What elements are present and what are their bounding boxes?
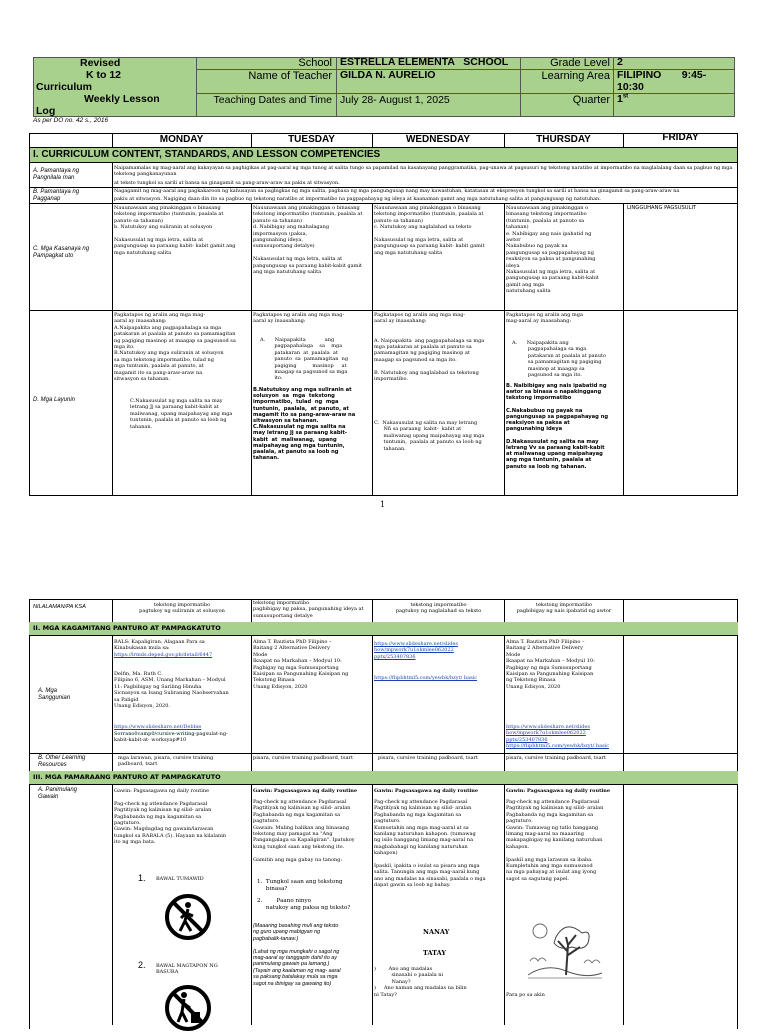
grade-value: 2 (617, 56, 623, 68)
page-number: 1 (380, 500, 386, 509)
quarter-number: 1 (617, 93, 623, 105)
label-other-resources: B. Other Learning Resources (38, 755, 86, 768)
gawain-wed-1: Pag-check ng attendance Pagdarasal Pagtitiyak ng kalinisan ng silid- aralan Pagbabanda ng mga kagamitan sa pagtuturo. Kumustahin ang mga mag-aaral at sa kanilang naturuhan kahapon. (tumawag ng isilo hanggang limang mag-aaral na magbabahagi ng kanilang naturuhan kahapon) Ipaskil, ipakita o isulat sa pisara ang mga salita. Tanungin ang mga mag-aaral kung ano ang madalas na sinasabi, paalala o mga dapat gawin sa loob ng bahay. (374, 799, 486, 889)
pangnilalaman-text-2: at teksto tungkol sa sarili at bansa na ginagamit sa pang-araw-araw na pakiu at sitwasyon. (114, 180, 340, 186)
label-panimulang-gawain: A. Panimulang Gawain (38, 787, 78, 800)
layunin-wed-1: Pagkatapos ng aralin ang mga mag- aaral ay inaasahang: A. Naipapakita ang pagpapahalaga sa mga mga patakaran at paalala at panuto sa pamamagitan ng pagiging masinop at maagap sa pagsunod sa mga ito. B. Natutukoy ang naglalahad sa tekstong impormatibo. (374, 312, 485, 383)
layunin-wed-2: C. Nakasusulat ng salita na may letrang Ññ sa paraang kabit- kabit at maliwanag upang maipahayag ang mga tuntunin, paalala at panuto sa loob ng tahanan. (374, 420, 485, 452)
gawain-thu-1: Pag-check ng attendance Pagdarasal Pagtitiyak ng kalinisan ng silid- aralan Pagbabanda ng mga kagamitan sa pagtuturo. Gawin: Tumawag ng tatlo hanggang limang mag-aaral na maaaring makapagbigay ng kanilang naturuhan kahapon. Ipaskil ang mga larawan sa ibaba. Kumpletuhin ang mga sumusunod na mga pahayag at isulat ang iyong sagot sa sagutang papel. (506, 799, 604, 882)
layunin-tue-2: A. Naipapakita ang pagpapahalaga sa mga patakaran at paalala at panuto sa pamamagitan ng pagiging masinop at maagap sa pagsunod sa mga ito. (260, 337, 349, 382)
dates-value: July 28- August 1, 2025 (340, 94, 450, 106)
sanggunian-mon-3: Sorrano0camp0/cursive-writing-pagsulat-ng- kabit-kabit-at- worksyap#10 (114, 731, 228, 744)
other-wed: pisara, cursive training padboard, tsart (378, 755, 478, 761)
title-line: Revised (80, 57, 121, 69)
sign-1-text: BAWAL TUMAWID (156, 876, 204, 882)
layunin-mon-2: C.Nakasusulat ng mga salita na may letrang Jj sa paraang kabit-kabit at maliwanag, upang maipahayag ang mga tuntunin, paalala at panuto sa loob ng tahanan. (130, 398, 233, 430)
teacher-label: Name of Teacher (248, 70, 332, 82)
gawain-tue-1: Pag-check ng attendance Pagdarasal Pagtitiyak ng kalinisan ng silid- aralan Pagbabanda ng mga kagamitan sa pagtuturo. Gawain: Muling balikan ang binasang tekstong may pamagat na "Ang Pangangalaga sa Kapaligiran". Ipatukoy kung tungkol saan ang tekstong ito. Gamitin ang mga gabay na tanong: (253, 799, 355, 863)
day-thursday: THURSDAY (536, 134, 591, 145)
gawain-thu-caption: Para po sa akin (506, 992, 545, 998)
gawain-tue-2: (Maaaring basahing muli ang teksto ng guro upang mabigyan ng pagbabalik-tanaw.) (Lahat ng mga mungkahi o sagot ng mag-aaral ay tanggapin dahil ito ay panimulang gawain pa lamang.) (Tayain ang kaalaman ng mag- aaral sa paksang batalakay mula sa mga sagot na ibinigay sa gawaing ito) (253, 923, 341, 987)
nilalaman-wed: tekstong impormatibo pagtukoy ng naglalahad sa teksto (395, 602, 482, 615)
deped-order: As per DO no. 42 s., 2016 (33, 117, 109, 124)
day-monday: MONDAY (159, 134, 204, 145)
other-mon: mga larawan, pisara, cursive training padboard, tsart (118, 755, 214, 768)
label-layunin: D. Mga Layunin (33, 397, 76, 403)
gawain-thu-head: Gawin: Pagsasagawa ng daily routine (506, 788, 611, 794)
label-pagganap: B. Pamantaya ng Pagganap (33, 189, 80, 202)
other-tue: pisara, cursive training padboard, tsart (253, 755, 353, 761)
school-label: School (298, 57, 332, 69)
nilalaman-thu: tekstong impormatibo pagbibigay ng nais ipabatid ng awtor (516, 602, 612, 615)
sign-2-text: BAWAL MAGTAPON NG BASURA (156, 963, 218, 976)
pagganap-text-2: pakiu at sitwasyon. Nagiging daan din ito sa pagbuo ng tekstong naratibo at impormatibo na pagpapahayag ng ideya at kaanaman gamit ang mga natutuhang salita at pangungusap ng natutuhan. (114, 196, 601, 202)
sanggunian-mon-link-2[interactable]: https://www.slideshare.net/Debbie (114, 724, 202, 730)
gawain-wed-head: Gawin: Pagsasagawa ng daily routine (374, 788, 479, 794)
label-pangnilalaman: A. Pamantaya ng Pangnilala man (33, 168, 80, 181)
gawain-tue-q1: 1. Tungkol saan ang tekstong binasa? (257, 879, 343, 892)
title-line: Weekly Lesson (84, 93, 160, 105)
other-thu: pisara, cursive training padboard, tsart (506, 755, 606, 761)
title-line: Log (36, 105, 56, 117)
section3-title: III. MGA PAMARAANG PANTURO AT PAMPAGKATUTO (33, 773, 221, 781)
label-kasanayan: C. Mga Kasanaya ng Pampagkat uto (33, 246, 90, 259)
sign-1-number: 1. (138, 873, 146, 883)
title-line: K to 12 (86, 69, 122, 81)
sanggunian-thu-link[interactable]: https://www.slideshare.net/slides how/mpwork7u1okmlee062022 pptx/253407836 https://flipbhtml5.com/yewbk/bzyt/ basic (506, 724, 610, 750)
school-value: ESTRELLA ELEMENTA SCHOOL (340, 56, 509, 68)
word-tatay: TATAY (423, 949, 447, 957)
day-friday: FRIDAY (662, 132, 699, 143)
sanggunian-thu: Alma T. Bautista PhD Filipino – Baitang 2 Alternative Delivery Mode Ikaapat na Markahan – Modyul 10: Pagbigay ng mga Sumusuportang Kaisipan sa Pangunahing Kaisipan ng Tekstong Binasa Unang Edisyon, 2020 (506, 639, 595, 690)
section1-title: I. CURRICULUM CONTENT, STANDARDS, AND LESSON COMPETENCIES (33, 149, 381, 160)
grade-label: Grade Level (550, 57, 610, 69)
gawain-mon-1: Gawin: Pagsasagawa ng daily routine Pag-check ng attendance Pagdarasal Pagtitiyak ng kalinisan ng silid- aralan Pagbabanda ng mga kagamitan sa pagtuturo. Gawin: Magdagdag ng gawain/larawan tungkol sa RABALA (5). Hayaan na kilalanin ito ng mga bata. (114, 788, 227, 846)
layunin-thu-1: Pagkatapos ng aralin ang mga mag-aaral ay inaasahang: (506, 312, 583, 325)
no-crossing-sign-icon (164, 893, 212, 941)
nilalaman-mon: tekstong impormatibo pagtukoy ng suliranin at solusyon (139, 602, 225, 615)
kasanayan-mon: Nauunawaan ang pinakinggan o binasang tekstong impormatibo (tuntunin, paalala at panuto sa tahanan) b. Natutukoy ang suliranin at solusyon Nakasusulat ng mga letra, salita at pangungusap sa paraang kabit- kabit gamit ang mga natutuhang salita (114, 205, 236, 256)
sanggunian-mon-2: Delfin, Ma. Ruth C. Filipino 6, ASM, Unang Markahan – Modyul 11: Pagbibigay ng Sariling Hinuha Sicnasyon sa Isang Suliraning Naobservahan sa Paligid Unang Edisyon, 2020. (114, 671, 229, 710)
layunin-thu-3: B. Naibibigay ang nais ipabatid ng awtor sa binasa o napakinggang tekstong impormatibo C.Nakabubuo ng payak na pangungusap sa pagpapahayag ng reaksiyon sa paksa at pangunahing ideya D.Nakasusulat ng salita na may letrang Vv sa paraang kabit-kabit at maliwanag upang maipahayag ang mga tuntunin, paalala at panuto sa loob ng tahanan. (506, 383, 609, 470)
kasanayan-thu: Nauunawaan ang pinakinggan o binasang tekstong impormatibo (tuntunin, paalala at panuto sa tahanan) e. Nabibigay ang nais ipahatid ng awtor Nakabubuo ng payak na pangungusap sa pagpapahayag ng reaksiyon sa paksa at pangunahing ideya Nakasusulat ng mga letra, salita at pangungusap sa paraang kabit-kabit gamit ang mga natutuhang salita (506, 205, 599, 295)
nature-scene-illustration-icon (526, 915, 604, 981)
pangnilalaman-text: Naipamamalas ng mag-aaral ang kakayayan sa paghigikas at pag-aaral ng mga tunog at salita tungo sa papamilad na kasanayang panggramatika, pag-unawa at pagsusuri ng tekstong naratibo at impormatibo na maglalalang daan sa pagbuo ng mga tekstong pangkanayunan (114, 165, 734, 178)
area-label: Learning Area (541, 70, 610, 82)
gawain-tue-head: Gawin: Pagsasagawa ng daily routine (253, 788, 358, 794)
label-nilalaman: NILALAMAN/PA KSA (33, 604, 86, 610)
kasanayan-fri: LINGGUHANG PAGSUSULIT (627, 205, 697, 211)
gawain-tue-q2: 2. Paano ninyo natukoy ang paksa ng teksto? (257, 898, 351, 911)
pagganap-text: Nagagamit ng mag-aaral ang pagkakaroon ng kahusayan sa pagbigkas ng mga salita, pagbasa ng mga pangungusap nang may kawastuhan, katatasan at ekspresyon tungkol sa sarili at bansa na ginagamit sa pang-araw-araw na (114, 188, 680, 194)
day-tuesday: TUESDAY (288, 134, 335, 145)
gawain-wed-2: ) Ano ang madalas sinasabi o paalala ni Nanay? ) Ano naman ang madalas na bilin ni Tatay? (374, 966, 467, 998)
dates-label: Teaching Dates and Time (213, 94, 332, 106)
layunin-thu-2: A. Naipapakita ang pagpapahalaga sa mga patakaran at paalala at panuto sa pamamagitan ng pagiging masinop at maagap sa pagsunod sa mga ito. (512, 340, 606, 379)
quarter-label: Quarter (572, 94, 610, 106)
section2-title: II. MGA KAGAMITANG PANTURO AT PAMPAGKATUTO (33, 624, 221, 632)
word-nanay: NANAY (423, 928, 450, 936)
quarter-suffix: st (622, 93, 629, 100)
sanggunian-wed-link-1[interactable]: https://www.slideshare.net/slides how/mpwork7u1okmlee062022 pptx/253407836 (374, 641, 458, 660)
sanggunian-mon-1: BALS: Kapaligiran, Alagaan Para sa Kinabukasan mula sa: (114, 639, 205, 652)
title-line: Curriculum (36, 81, 93, 93)
label-sanggunian: A. Mga Sanggunian (38, 688, 71, 701)
quarter-value (617, 93, 628, 105)
sanggunian-mon-link-1[interactable]: https://lrmds.deped.gov.ph/detail/6447 (114, 652, 213, 658)
day-wednesday: WEDNESDAY (405, 134, 471, 145)
sanggunian-tue: Alma T. Bautista PhD Filipino – Baitang 2 Alternative Delivery Mode Ikaapat na Markahan – Modyul 10: Pagbigay ng mga Sumusuportang Kaisipan sa Pangunahing Kaisipan ng Tekstong Binasa Unang Edisyon, 2020 (253, 639, 349, 690)
sign-2-number: 2. (138, 960, 146, 970)
sanggunian-wed-link-2[interactable]: https://flipbhtml5.com/yewbk/bzyt/ basic (374, 675, 478, 681)
kasanayan-wed: Nauunawaan ang pinakinggan o binasang tekstong impormatibo (tuntunin, paalala at panuto sa tahanan) c. Natutukoy ang naglalahad sa teksto Nakasusulat ng mga letra, salita at pangungusap sa paraang kabit- kabit gamit ang mga natutuhang salita (374, 205, 485, 256)
no-littering-sign-icon (164, 984, 212, 1032)
area-value: FILIPINO 9:45- 10:30 (617, 69, 710, 93)
kasanayan-tue: Nauunawaan ang pinakinggan o binasang tekstong impormatibo (tuntunin, paalala at panuto sa tahanan) d. Nabibigay ang mahalagang impormasyon (paksa, pangunahing ideya, sumusuportang detalye) Nakasusulat ng mga letra, salita at pangungusap sa paraang kabit-kabit gamit ang mga natutuhang salita (253, 205, 363, 276)
layunin-tue-3: B.Natutukoy ang mga suliranin at solusyon sa mga tekstong impormatibo, tulad ng mga tuntunin, paalala, at panuto, at magamit ito sa pang-araw-araw na sitwasyon sa tahanan. C.Nakasusulat ng mga salita na may letrang Jj sa paraang kabit- kabit at maliwanag, upang maipahayag ang mga tuntunin, paalala, at panuto sa loob ng tahanan. (253, 387, 356, 462)
nilalaman-tue: tekstong impormatibo pagbibigay ng paksa, pangunahing ideya at sumusuportang detalye (253, 600, 364, 619)
wlog-title (36, 57, 196, 117)
layunin-tue-1: Pagkatapos ng aralin ang mga mag- aaral ay inaasahang: (253, 312, 345, 325)
teacher-value: GILDA N. AURELIO (340, 69, 436, 81)
layunin-mon-1: Pagkatapos ng aralin ang mga mag- aaral ay inaasahang: A.Naipapakita ang pagpapahalaga sa mga patakaran at paalala at panuto sa pamamagitan ng pagiging masinop at maagap sa pagsunod sa mga ito. B.Natutukoy ang mga suliranin at solusyon sa mga tekstong impormatibo, tulad ng mga tuntunin, paalala at panuto, at magamit ito sa pang-araw-araw na sitwasyon sa tahanan. (114, 312, 236, 383)
